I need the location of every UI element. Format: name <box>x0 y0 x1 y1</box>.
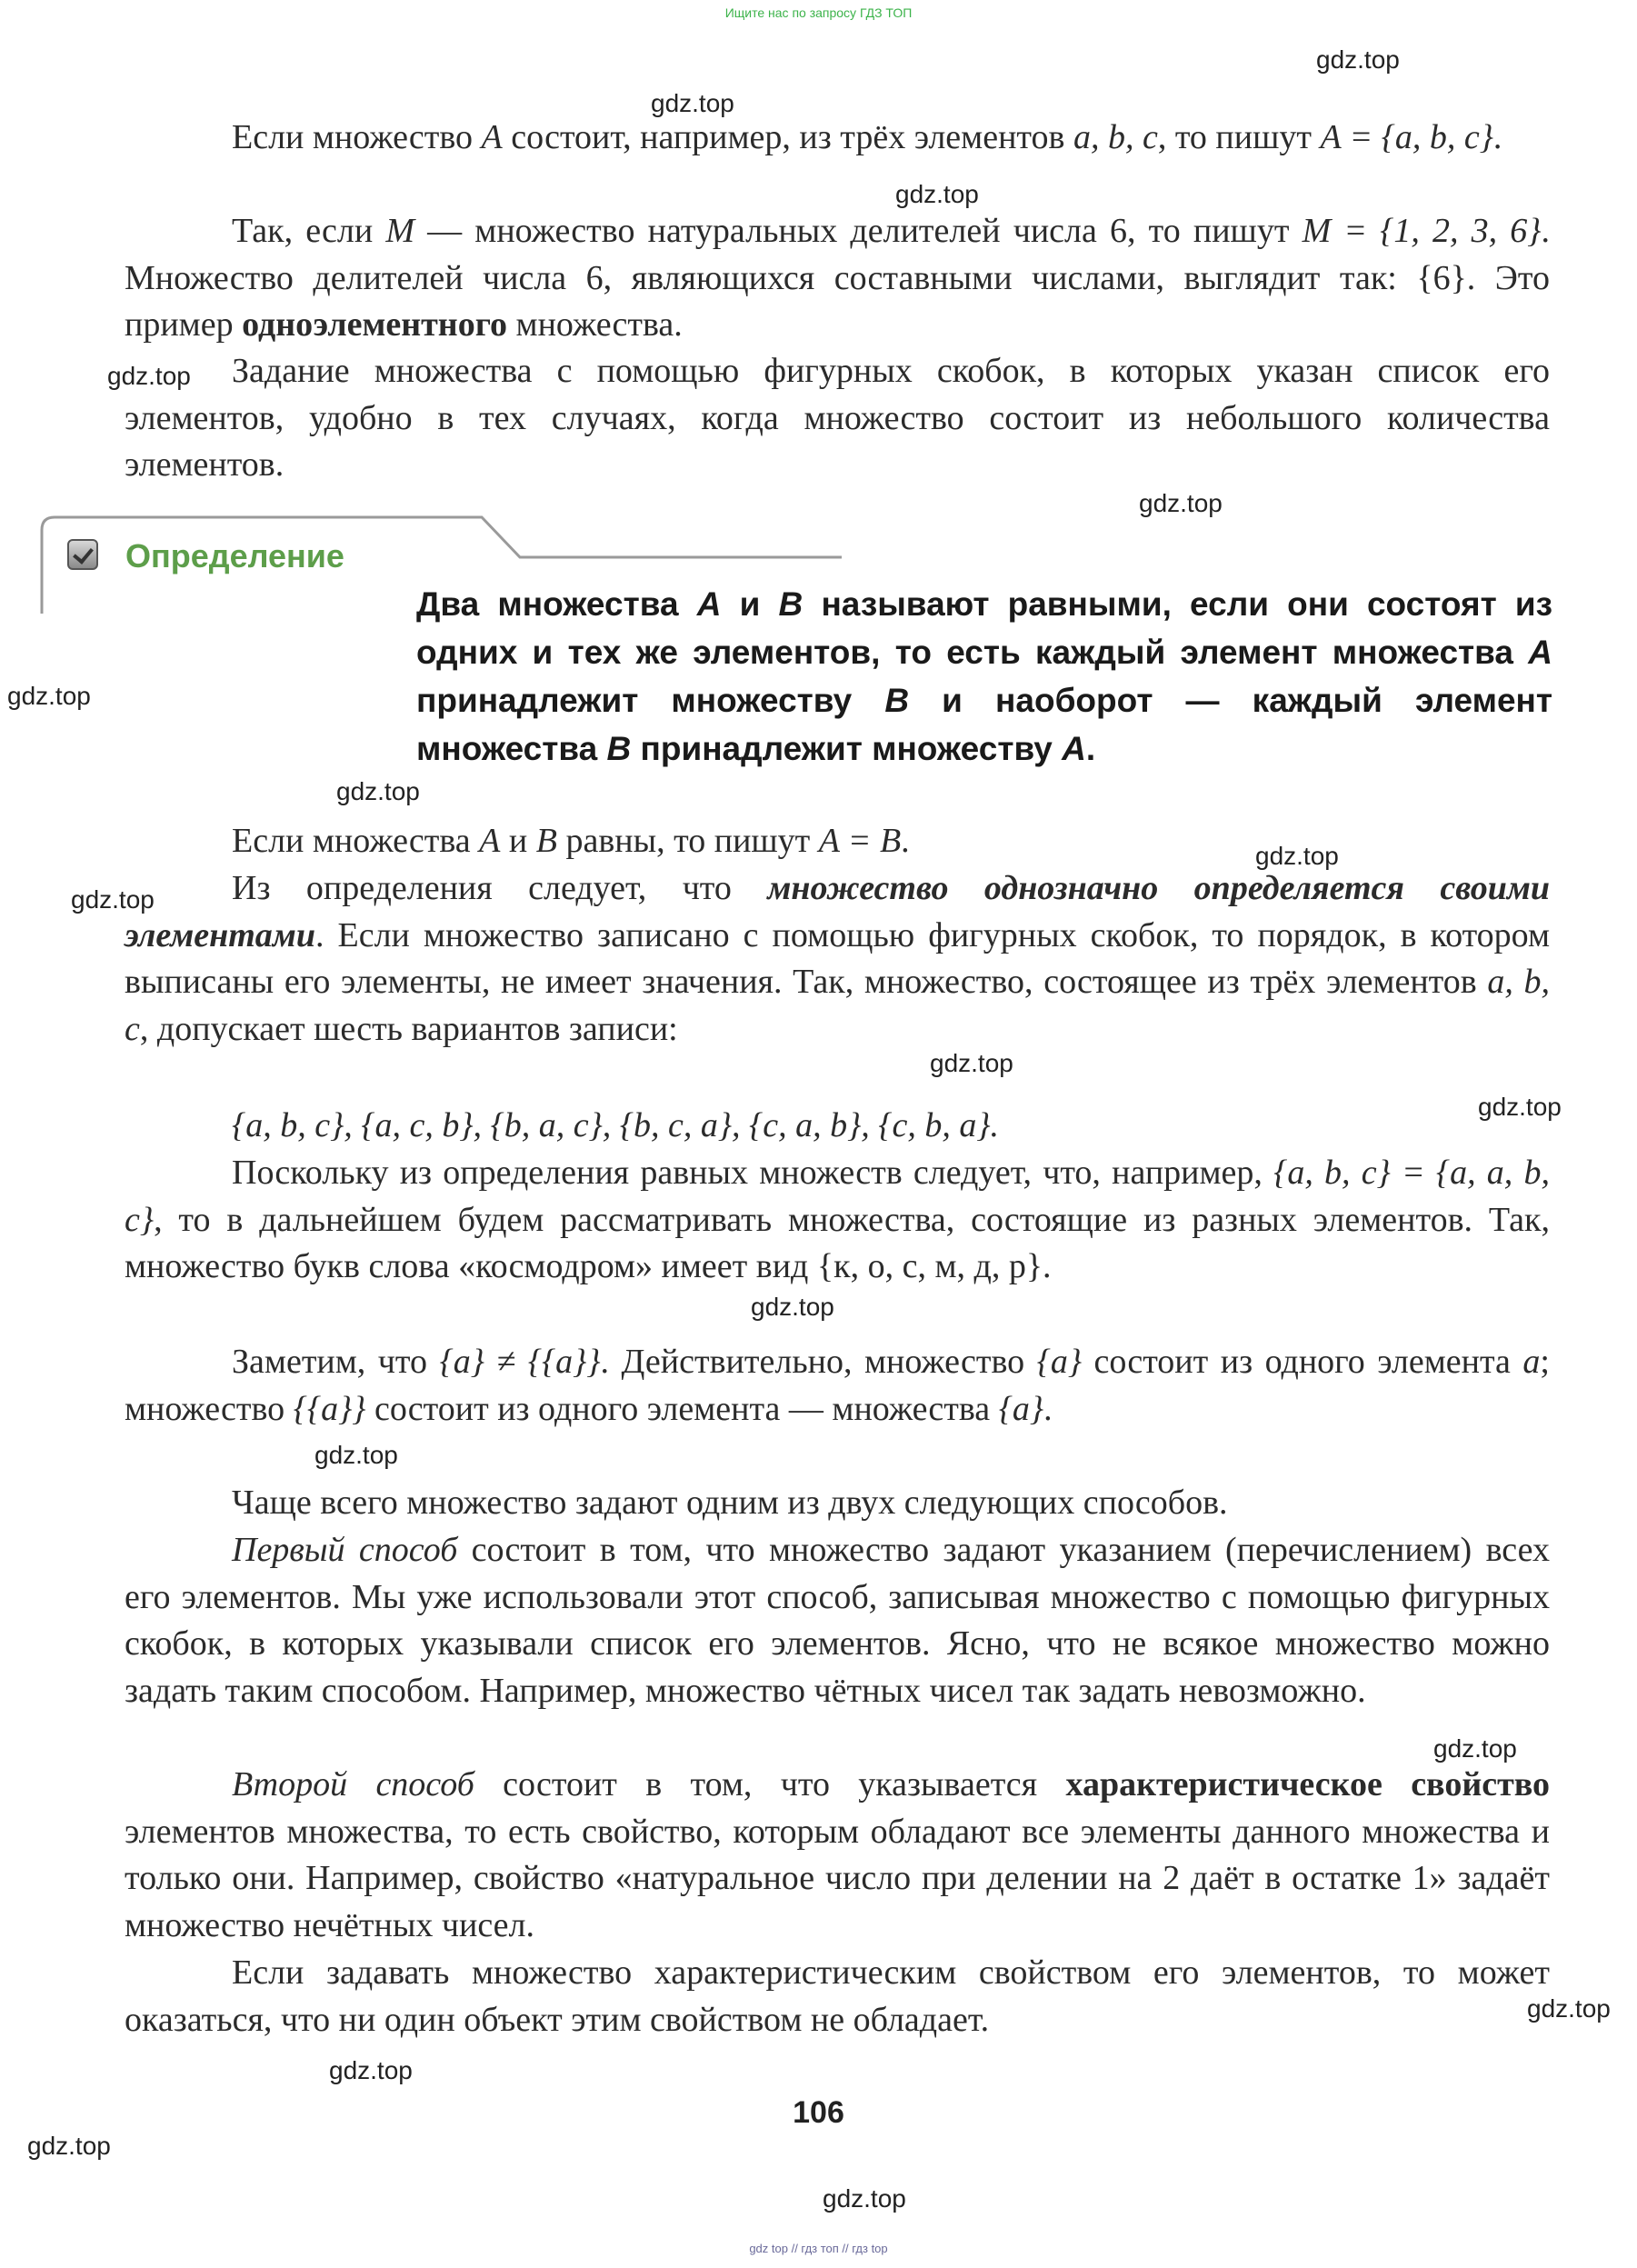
watermark: gdz.top <box>336 777 420 805</box>
watermark: gdz.top <box>751 1293 834 1321</box>
watermark: gdz.top <box>1316 45 1400 74</box>
paragraph-second-method: Второй способ состоит в том, что указывается характеристическое свойство элементов множества, то есть свойство, которым обладают все элементы данного множества и только они. Например, свойство «натуральное число при делении на 2 даёт в остатке 1» задаёт множество нечётных чисел. <box>125 1765 1551 1944</box>
paragraph-order-irrelevant: Из определения следует, что множество однозначно определяется своими элементами. Если множество записано с помощью фигурных скобок, то порядок, в котором выписаны его элементы, не имеет значения. Так, множество, состоящее из трёх элементов a, b, c, допускает шесть вариантов записи: <box>125 869 1551 1048</box>
watermark: gdz.top <box>314 1441 398 1469</box>
paragraph-set-notation: Если множество A состоит, например, из трёх элементов a, b, c, то пишут A = {a, b, c}. <box>232 118 1502 156</box>
watermark: gdz.top <box>651 89 734 117</box>
watermark: gdz.top <box>823 2184 906 2213</box>
paragraph-braces-usage: Задание множества с помощью фигурных скобок, в которых указан список его элементов, удобно в тех случаях, когда множество состоит из небольшого количества элементов. <box>125 352 1550 484</box>
watermark: gdz.top <box>895 180 979 208</box>
watermark: gdz.top <box>27 2132 111 2160</box>
top-banner[interactable]: Ищите нас по запросу ГДЗ ТОП <box>724 5 913 20</box>
watermark: gdz.top <box>1527 1994 1611 2023</box>
paragraph-divisors-example: Так, если M — множество натуральных делителей числа 6, то пишут M = {1, 2, 3, 6}. Множество делителей числа 6, являющихся составными числами, выглядит так: {6}. Это пример одноэлементного множества. <box>125 212 1550 344</box>
paragraph-empty-property: Если задавать множество характеристическим свойством его элементов, то может оказаться, что ни один объект этим свойством не обладает. <box>125 1953 1550 2039</box>
paragraph-set-of-set: Заметим, что {a} ≠ {{a}}. Действительно, множество {a} состоит из одного элемента a; множество {{a}} состоит из одного элемента — множества {a}. <box>125 1343 1550 1428</box>
paragraph-distinct-elements: Поскольку из определения равных множеств следует, что, например, {a, b, c} = {a, a, b, c}, то в дальнейшем будем рассматривать множества, состоящие из разных элементов. Так, множество букв слова «космодром» имеет вид {к, о, с, м, д, р}. <box>125 1154 1550 1285</box>
watermark: gdz.top <box>1478 1093 1562 1121</box>
paragraph-equal-sets: Если множества A и B равны, то пишут A = B. <box>232 822 910 860</box>
definition-text: Два множества A и B называют равными, если они состоят из одних и тех же элементов, то есть каждый элемент множества A принадлежит множеству B и наоборот — каждый элемент множества B принадлежит множеству A. <box>416 585 1552 767</box>
watermark: gdz.top <box>1139 489 1223 517</box>
watermark: gdz.top <box>71 885 155 914</box>
definition-title: Определение <box>125 537 344 574</box>
checkbox-icon <box>67 539 98 570</box>
watermark: gdz.top <box>1255 842 1339 870</box>
watermark: gdz.top <box>930 1049 1013 1077</box>
permutations-line: {a, b, c}, {a, c, b}, {b, a, c}, {b, c, a}, {c, a, b}, {c, b, a}. <box>232 1106 1000 1144</box>
paragraph-first-method: Первый способ состоит в том, что множество задают указанием (перечислением) всех его элементов. Мы уже использовали этот способ, записывая множество с помощью фигурных скобок, в которых указывали список его элементов. Ясно, что не всякое множество можно задать таким способом. Например, множество чётных чисел так задать невозможно. <box>125 1531 1550 1710</box>
paragraph-two-methods: Чаще всего множество задают одним из двух следующих способов. <box>232 1484 1228 1522</box>
watermark: gdz.top <box>329 2056 413 2084</box>
watermark: gdz.top <box>1433 1734 1517 1763</box>
bottom-banner[interactable]: gdz top // гдз топ // гдз top <box>749 2242 888 2255</box>
watermark: gdz.top <box>7 682 91 710</box>
watermark: gdz.top <box>107 362 191 390</box>
page-number: 106 <box>793 2095 844 2130</box>
